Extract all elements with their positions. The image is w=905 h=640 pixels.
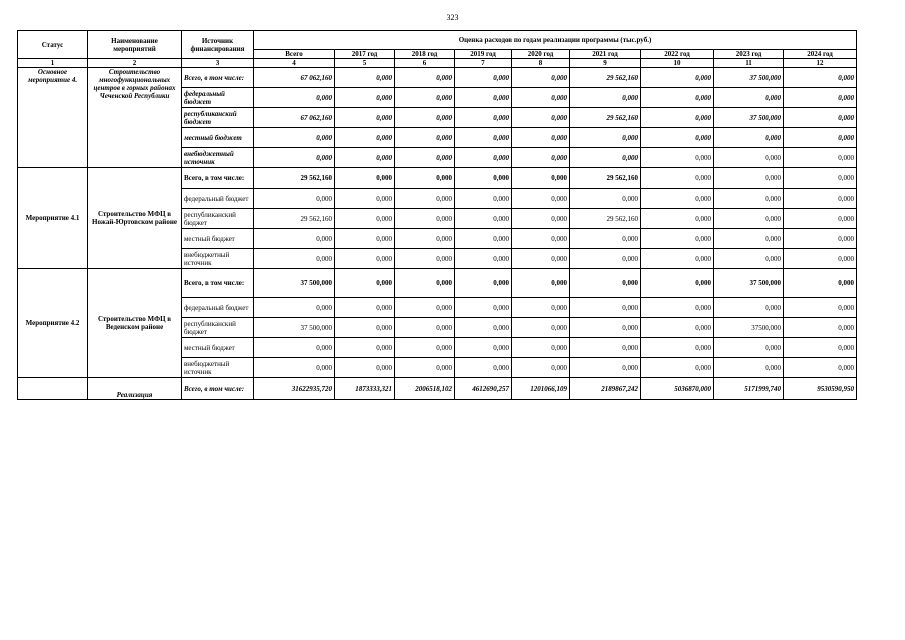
header-name: Наименование мероприятий [88,31,182,59]
value-cell: 0,000 [512,108,570,128]
value-cell: 0,000 [512,168,570,189]
value-cell: 0,000 [714,189,784,209]
value-cell: 0,000 [455,168,512,189]
value-cell: 0,000 [641,168,714,189]
column-number: 7 [455,59,512,68]
source-cell: Всего, в том числе: [182,168,254,189]
value-cell: 0,000 [335,318,395,338]
value-cell: 0,000 [335,68,395,88]
value-cell: 0,000 [254,88,335,108]
value-cell: 0,000 [512,148,570,168]
value-cell: 0,000 [455,318,512,338]
header-status: Статус [18,31,88,59]
activity-name: Строительство МФЦ в Веденском районе [88,269,182,378]
value-cell: 0,000 [784,269,857,298]
value-cell: 0,000 [641,108,714,128]
value-cell: 0,000 [395,269,455,298]
value-cell: 0,000 [641,68,714,88]
header-total: Всего [254,50,335,59]
source-cell: Всего, в том числе: [182,269,254,298]
value-cell: 0,000 [512,88,570,108]
value-cell: 0,000 [784,68,857,88]
value-cell: 0,000 [335,168,395,189]
value-cell: 0,000 [784,128,857,148]
activity-name: Строительство МФЦ в Ножай-Юртовском районе [88,168,182,269]
value-cell: 0,000 [641,338,714,358]
value-cell: 0,000 [455,189,512,209]
value-cell: 0,000 [714,88,784,108]
column-number: 9 [570,59,641,68]
value-cell: 0,000 [641,128,714,148]
value-cell: 0,000 [395,249,455,269]
value-cell: 0,000 [570,298,641,318]
header-year: 2024 год [784,50,857,59]
source-cell: республиканский бюджет [182,108,254,128]
value-cell: 0,000 [395,298,455,318]
value-cell: 0,000 [335,358,395,378]
value-cell: 0,000 [784,229,857,249]
value-cell: 0,000 [570,189,641,209]
value-cell: 0,000 [254,338,335,358]
value-cell: 0,000 [455,229,512,249]
page-number: 323 [446,13,459,22]
value-cell: 0,000 [254,298,335,318]
value-cell: 0,000 [512,68,570,88]
value-cell: 0,000 [254,148,335,168]
value-cell: 0,000 [714,128,784,148]
value-cell: 0,000 [570,358,641,378]
value-cell: 0,000 [335,148,395,168]
value-cell: 0,000 [784,318,857,338]
value-cell: 0,000 [395,88,455,108]
value-cell: 0,000 [395,318,455,338]
table-row [18,168,857,189]
source-cell: внебюджетный источник [182,358,254,378]
header-year: 2023 год [714,50,784,59]
value-cell: 0,000 [641,249,714,269]
value-cell: 0,000 [784,298,857,318]
value-cell: 0,000 [570,229,641,249]
source-cell: местный бюджет [182,128,254,148]
value-cell: 31622935,720 [254,378,335,400]
value-cell: 0,000 [395,338,455,358]
value-cell: 0,000 [784,189,857,209]
value-cell: 0,000 [254,249,335,269]
value-cell: 0,000 [395,358,455,378]
source-cell: Всего, в том числе: [182,68,254,88]
value-cell: 0,000 [455,209,512,229]
value-cell: 0,000 [395,148,455,168]
value-cell: 0,000 [570,128,641,148]
header-year: 2017 год [335,50,395,59]
value-cell: 0,000 [455,358,512,378]
value-cell: 0,000 [512,189,570,209]
value-cell: 29 562,160 [254,168,335,189]
source-cell: внебюджетный источник [182,148,254,168]
value-cell: 29 562,160 [570,68,641,88]
value-cell: 37 500,000 [254,269,335,298]
header-year: 2022 год [641,50,714,59]
value-cell: 0,000 [254,128,335,148]
activity-name: Строительство многофункциональных центров в горных районах Чеченской Республики [88,68,182,168]
value-cell: 0,000 [335,338,395,358]
value-cell: 0,000 [641,209,714,229]
column-number: 3 [182,59,254,68]
group-main-activity [18,68,857,168]
value-cell: 1873333,321 [335,378,395,400]
value-cell: 0,000 [395,108,455,128]
table-row [18,68,857,88]
value-cell: 0,000 [512,338,570,358]
value-cell: 0,000 [784,358,857,378]
header-year: 2020 год [512,50,570,59]
value-cell: 5036870,000 [641,378,714,400]
source-cell: республиканский бюджет [182,318,254,338]
value-cell: 0,000 [570,249,641,269]
value-cell: 2006518,102 [395,378,455,400]
value-cell: 0,000 [335,128,395,148]
source-cell: республиканский бюджет [182,209,254,229]
value-cell: 4612690,257 [455,378,512,400]
status-cell [18,378,88,400]
value-cell: 0,000 [641,318,714,338]
value-cell: 29 562,160 [570,108,641,128]
group-activity-4-1 [18,168,857,269]
value-cell: 0,000 [254,229,335,249]
value-cell: 0,000 [512,358,570,378]
value-cell: 0,000 [395,68,455,88]
status-cell: Мероприятие 4.1 [18,168,88,269]
value-cell: 0,000 [714,148,784,168]
value-cell: 0,000 [714,209,784,229]
value-cell: 0,000 [455,148,512,168]
value-cell: 0,000 [455,108,512,128]
value-cell: 0,000 [335,189,395,209]
column-number: 2 [88,59,182,68]
value-cell: 0,000 [641,269,714,298]
table-row [18,269,857,298]
value-cell: 0,000 [784,88,857,108]
value-cell: 0,000 [641,358,714,378]
header-year: 2018 год [395,50,455,59]
table-row [18,378,857,400]
header-year: 2021 год [570,50,641,59]
value-cell: 0,000 [455,249,512,269]
value-cell: 0,000 [335,209,395,229]
source-cell: местный бюджет [182,229,254,249]
header-year: 2019 год [455,50,512,59]
value-cell: 0,000 [784,209,857,229]
header-estimate: Оценка расходов по годам реализации программы (тыс.руб.) [254,31,857,50]
value-cell: 0,000 [395,189,455,209]
source-cell: Всего, в том числе: [182,378,254,400]
value-cell: 0,000 [455,298,512,318]
value-cell: 0,000 [714,338,784,358]
value-cell: 0,000 [784,249,857,269]
column-number: 8 [512,59,570,68]
value-cell: 0,000 [335,298,395,318]
value-cell: 37 500,000 [714,269,784,298]
value-cell: 0,000 [455,68,512,88]
value-cell: 0,000 [714,249,784,269]
value-cell: 29 562,160 [570,168,641,189]
value-cell: 29 562,160 [570,209,641,229]
value-cell: 37 500,000 [714,68,784,88]
value-cell: 0,000 [570,148,641,168]
source-cell: федеральный бюджет [182,298,254,318]
value-cell: 37500,000 [714,318,784,338]
value-cell: 0,000 [784,148,857,168]
value-cell: 0,000 [784,168,857,189]
value-cell: 0,000 [335,229,395,249]
value-cell: 0,000 [570,338,641,358]
value-cell: 0,000 [641,88,714,108]
value-cell: 0,000 [784,338,857,358]
status-cell: Мероприятие 4.2 [18,269,88,378]
budget-table [17,30,857,400]
activity-name: Реализация [88,378,182,400]
status-cell: Основное мероприятие 4. [18,68,88,168]
value-cell: 67 062,160 [254,68,335,88]
value-cell: 0,000 [641,189,714,209]
column-number-row [18,59,857,68]
value-cell: 0,000 [570,318,641,338]
value-cell: 0,000 [512,318,570,338]
value-cell: 0,000 [570,269,641,298]
source-cell: местный бюджет [182,338,254,358]
value-cell: 0,000 [254,189,335,209]
column-number: 11 [714,59,784,68]
value-cell: 37 500,000 [714,108,784,128]
value-cell: 0,000 [512,128,570,148]
value-cell: 5171999,740 [714,378,784,400]
value-cell: 67 062,160 [254,108,335,128]
header-source: Источник финансирования [182,31,254,59]
column-number: 10 [641,59,714,68]
value-cell: 0,000 [714,229,784,249]
column-number: 6 [395,59,455,68]
value-cell: 0,000 [455,128,512,148]
column-number: 4 [254,59,335,68]
value-cell: 0,000 [395,128,455,148]
source-cell: федеральный бюджет [182,189,254,209]
value-cell: 2189867,242 [570,378,641,400]
value-cell: 0,000 [512,229,570,249]
group-implementation [18,378,857,400]
value-cell: 0,000 [455,88,512,108]
value-cell: 0,000 [714,358,784,378]
value-cell: 0,000 [455,269,512,298]
value-cell: 0,000 [784,108,857,128]
value-cell: 0,000 [512,269,570,298]
value-cell: 1201066,109 [512,378,570,400]
value-cell: 9530590,950 [784,378,857,400]
column-number: 12 [784,59,857,68]
value-cell: 37 500,000 [254,318,335,338]
value-cell: 0,000 [641,298,714,318]
column-number: 5 [335,59,395,68]
group-activity-4-2 [18,269,857,378]
source-cell: федеральный бюджет [182,88,254,108]
value-cell: 0,000 [254,358,335,378]
value-cell: 0,000 [335,108,395,128]
value-cell: 0,000 [335,249,395,269]
column-number: 1 [18,59,88,68]
value-cell: 0,000 [512,298,570,318]
value-cell: 0,000 [335,88,395,108]
value-cell: 0,000 [641,148,714,168]
source-cell: внебюджетный источник [182,249,254,269]
value-cell: 0,000 [395,209,455,229]
value-cell: 0,000 [512,249,570,269]
value-cell: 0,000 [512,209,570,229]
value-cell: 0,000 [714,168,784,189]
value-cell: 0,000 [714,298,784,318]
value-cell: 0,000 [395,168,455,189]
value-cell: 0,000 [335,269,395,298]
value-cell: 0,000 [455,338,512,358]
value-cell: 0,000 [641,229,714,249]
value-cell: 0,000 [570,88,641,108]
value-cell: 0,000 [395,229,455,249]
value-cell: 29 562,160 [254,209,335,229]
